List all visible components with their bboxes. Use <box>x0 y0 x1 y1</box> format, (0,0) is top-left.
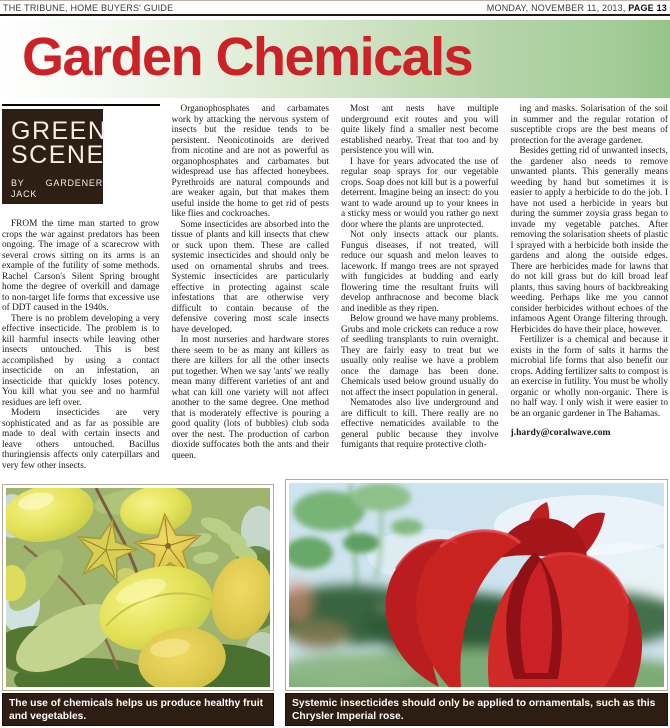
paragraph: Below ground we have many problems. Grubs and mole crickets can reduce a row of seedling transplants to ruin overnight. They are fairly easy to treat but we usually only realise we have a problem once the damage has been done. Chemicals used below ground usually do not affect the insect population in general. <box>341 314 499 398</box>
page-number: PAGE 13 <box>628 2 667 13</box>
paragraph: FROM the time man started to grow crops the war against predators has been ongoing. The image of a scarecrow with several crows sitting on its arms is an example of the futility of some methods. Rachel Carson's Silent Spring brought home the degree of overkill and damage to non-target life forms that excessive use of DDT caused in the 1940s. <box>2 219 160 313</box>
paragraph: Not only insects attack our plants. Fungus diseases, if not treated, will reduce our squash and melon leaves to lacework. If mango trees are not sprayed with fungicides at budding and early flowering time the resultant fruits will develop anthracnose and become black and inedible as they ripen. <box>341 230 499 314</box>
starfruit-photo <box>6 488 270 687</box>
paragraph: Nematodes also live underground and are difficult to kill. There really are no effective nematicides available to the general public because they involve fumigants that require protective cloth- <box>341 398 499 450</box>
column-1 <box>2 104 160 476</box>
article-headline: Garden Chemicals <box>22 27 473 87</box>
issue-date: MONDAY, NOVEMBER 11, 2013, <box>486 2 629 13</box>
author-email: j.hardy@coralwave.com <box>510 427 611 438</box>
page-header <box>0 0 670 16</box>
paragraph: Fertilizer is a chemical and because it exists in the form of salts it harms the microbial life forms that also benefit our crops. Adding fertilizer salts to compost is an exercise in futility. You must be wholly organic or wholly non-organic. There is no half way. I only wish it were easier to be an organic gardener in The Bahamas. <box>510 335 668 419</box>
column-4 <box>511 104 669 476</box>
paragraph: ing and masks. Solarisation of the soil in summer and the regular rotation of susceptible crops are the best means of protection for the average gardener. <box>510 104 668 146</box>
column-top-rule <box>2 104 160 106</box>
starfruit-photo-frame <box>2 484 274 691</box>
rose-photo-frame <box>285 479 668 691</box>
byline: BY GARDENER JACK <box>11 178 103 199</box>
rose-photo <box>289 483 664 687</box>
column-3 <box>341 104 499 476</box>
publication-title: THE TRIBUNE, HOME BUYERS' GUIDE <box>3 2 174 13</box>
paragraph: Some insecticides are absorbed into the tissue of plants and kill insects that chew or suck upon them. These are called systemic insecticides and should only be used on ornamental shrubs and trees. Systemic insecticides are particularly effective in protecting against scale infestations that are otherwise very difficult to contain because of the defensive covering most scale insects have developed. <box>171 219 329 335</box>
paragraph: Most ant nests have multiple underground exit routes and you will quite likely find a smaller nest become established nearby. Treat that too and by persistence you will win. <box>341 104 499 156</box>
article-body <box>2 104 668 476</box>
green-scene-box <box>2 109 108 204</box>
green-scene-title <box>11 117 108 169</box>
green-scene-title-line2: SCENE <box>11 141 105 169</box>
green-scene-title-line1: GREEN <box>11 117 108 145</box>
paragraph: Besides getting rid of unwanted insects, the gardener also needs to remove unwanted plants. This generally means weeding by hand but sometimes it is easier to apply a herbicide to do the job. I have not used a herbicide in years but during the summer zoysia grass began to invade my vegetable patches. After removing the solarisation sheets of plastic I sprayed with a herbicide both inside the gardens and along the outside edges. There are herbicides made for lawns that do not kill grass but do kill broad leaf plants, thus saving hours of backbreaking weeding. Perhaps like me you cannot consider herbicides without echoes of the infamous Agent Orange filtering through. Herbicides do have their place, however. <box>510 146 668 335</box>
paragraph: Modern insecticides are very sophisticated and as far as possible are made to deal with certain insects and leave others untouched. Bacillus thuringiensis affects only caterpillars and very few other insects. <box>2 408 160 471</box>
caption-right: Systemic insecticides should only be applied to ornamentals, such as this Chrysler Imperial rose. <box>285 693 668 726</box>
paragraph: Organophosphates and carbamates work by attacking the nervous system of insects but the residue tends to be persistent. Neonicotinoids are derived from nicotine and are not as powerful as organophosphates and carbamates but widespread use has affected honeybees. Pyrethroids are natural compounds and are weaker again, but that makes them useful inside the home to get rid of pests like flies and cockroaches. <box>171 104 329 219</box>
paragraph: I have for years advocated the use of regular soap sprays for our vegetable crops. Soap does not kill but is a powerful deterrent. Imagine being an insect: do you want to wade around up to your knees in a sticky mess or would you rather go next door where the plants are unprotected. <box>341 156 499 230</box>
caption-left: The use of chemicals helps us produce healthy fruit and vegetables. <box>2 693 274 726</box>
column-2 <box>172 104 330 476</box>
paragraph: In most nurseries and hardware stores there seem to be as many ant killers as there are killers for all the other insects put together. When we say 'ants' we really mean many different varieties of ant and what can kill one variety will not affect another to the same degree. One method that is moderately effective is pouring a good quality (lots of bubbles) club soda over the nest. The production of carbon dioxide suffocates both the ants and their queen. <box>171 335 329 461</box>
paragraph: There is no problem developing a very effective insecticide. The problem is to kill harmful insects while leaving other insects untouched. This is best accomplished by using a contact insecticide on an infestation, an insecticide that quickly loses potency. You kill what you see and no harmful residues are left over. <box>2 313 160 408</box>
date-and-page <box>487 3 667 13</box>
masthead-band <box>0 20 670 98</box>
